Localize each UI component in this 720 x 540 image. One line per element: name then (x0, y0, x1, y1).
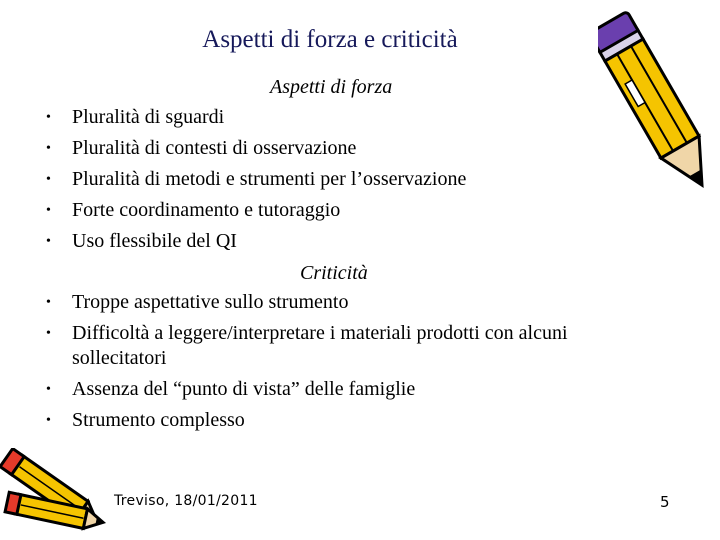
list-item (0, 226, 632, 257)
list-item-text: Pluralità di contesti di osservazione (72, 137, 357, 159)
list-item (0, 195, 632, 226)
list-item-text: Troppe aspettative sullo strumento (72, 291, 349, 313)
bullet: • (46, 141, 51, 156)
list-item (0, 318, 632, 374)
list-item-text: Forte coordinamento e tutoraggio (72, 199, 341, 221)
list-item-text: Uso flessibile del QI (72, 230, 237, 252)
slide-title: Aspetti di forza e criticità (202, 26, 458, 53)
bullet: • (46, 234, 51, 249)
list-item (0, 405, 632, 436)
bullet: • (46, 110, 51, 125)
section-heading-forza: Aspetti di forza (270, 76, 393, 98)
list-item (0, 133, 632, 164)
list-item (0, 164, 632, 195)
bullet: • (46, 326, 51, 341)
page-number: 5 (660, 493, 670, 511)
pencils-icon (0, 448, 115, 540)
footer-date: Treviso, 18/01/2011 (114, 493, 258, 509)
bullet: • (46, 172, 51, 187)
section-heading-criticita: Criticità (300, 262, 368, 284)
list-item-text: Strumento complesso (72, 409, 245, 431)
list-item (0, 102, 632, 133)
list-item (0, 374, 632, 405)
list-item-text: Pluralità di sguardi (72, 106, 225, 128)
list-item (0, 287, 632, 318)
list-item-text: Pluralità di metodi e strumenti per l’osservazione (72, 168, 467, 190)
list-item-text: Difficoltà a leggere/interpretare i materiali prodotti con alcuni sollecitatori (72, 322, 568, 369)
bullet: • (46, 203, 51, 218)
bullet: • (46, 295, 51, 310)
list-forza (0, 102, 632, 257)
list-criticita (0, 287, 632, 436)
bullet: • (46, 413, 51, 428)
bullet: • (46, 382, 51, 397)
list-item-text: Assenza del “punto di vista” delle famiglie (72, 378, 416, 400)
